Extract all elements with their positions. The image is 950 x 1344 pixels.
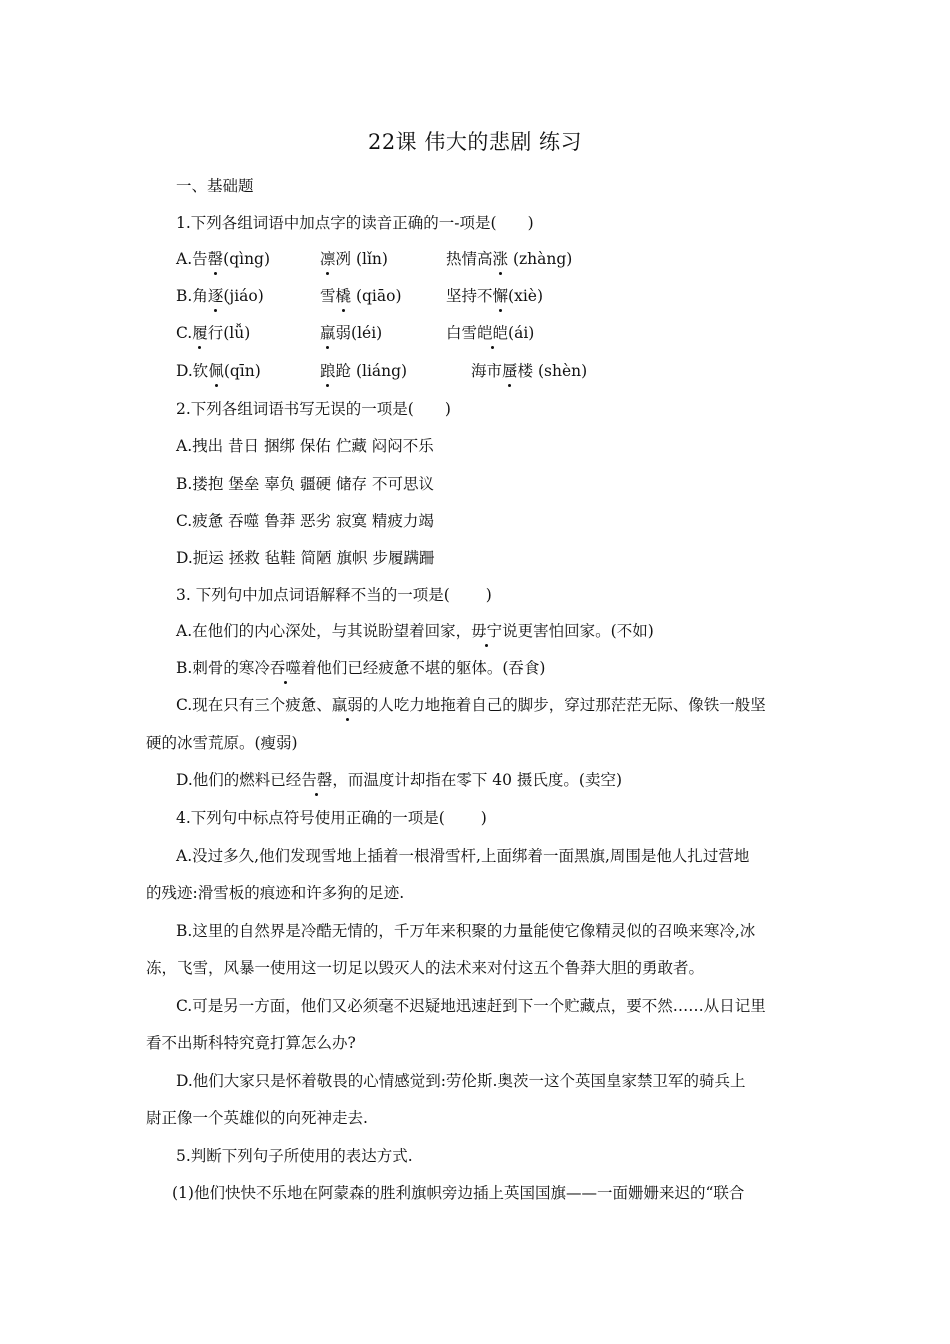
q4-option-d: D.他们大家只是怀着敬畏的心情感觉到:劳伦斯.奥茨一这个英国皇家禁卫军的骑兵上	[176, 1072, 746, 1090]
q1-stem: 1.下列各组词语中加点字的读音正确的一-项是( )	[176, 214, 534, 232]
page-title: 22课 伟大的悲剧 练习	[367, 130, 583, 154]
q4-option-d-continued: 尉正像一个英雄似的向死神走去.	[146, 1109, 368, 1127]
q4-stem: 4.下列句中标点符号使用正确的一项是( )	[176, 809, 487, 827]
q1-option-c-word1: C.履行(lǚ)	[176, 324, 251, 342]
q3-option-c-continued: 硬的冰雪荒原。(瘦弱)	[146, 734, 298, 752]
q4-option-c: C.可是另一方面，他们又必须毫不迟疑地迅速赶到下一个贮藏点，要不然……从日记里	[176, 997, 766, 1015]
q1-option-a-word1: A.告罄(qìng)	[176, 250, 271, 268]
q5-sentence-1: (1)他们快快不乐地在阿蒙森的胜利旗帜旁边插上英国国旗——一面姗姗来迟的“联合	[172, 1184, 745, 1202]
q1-option-a-word3: 热情高涨 (zhàng)	[446, 250, 573, 268]
q1-option-c-word2: 羸弱(léi)	[320, 324, 383, 342]
q3-option-c: C.现在只有三个疲惫、羸弱的人吃力地拖着自己的脚步，穿过那茫茫无际、像铁一般坚	[176, 696, 766, 714]
section-heading: 一、基础题	[176, 177, 254, 195]
q1-option-b-word1: B.角逐(jiáo)	[176, 287, 264, 305]
q1-option-d-word1: D.钦佩(qīn)	[176, 362, 261, 380]
q4-option-c-continued: 看不出斯科特究竟打算怎么办?	[146, 1034, 356, 1052]
q2-option-d: D.扼运 拯救 毡鞋 简陋 旗帜 步履蹒跚	[176, 549, 435, 567]
q2-stem: 2.下列各组词语书写无误的一项是( )	[176, 400, 451, 418]
q2-option-c: C.疲惫 吞噬 鲁莽 恶劣 寂寞 精疲力竭	[176, 512, 434, 530]
q3-option-a: A.在他们的内心深处，与其说盼望着回家，毋宁说更害怕回家。(不如)	[176, 622, 654, 640]
q3-option-d: D.他们的燃料已经告罄，而温度计却指在零下 40 摄氏度。(卖空)	[176, 771, 623, 789]
q1-option-b-word3: 坚持不懈(xiè)	[446, 287, 543, 305]
q1-option-d-word2: 踉跄 (liáng)	[320, 362, 408, 380]
q3-stem: 3. 下列句中加点词语解释不当的一项是( )	[176, 586, 492, 604]
q1-option-b-word2: 雪橇 (qiāo)	[320, 287, 402, 305]
q5-stem: 5.判断下列句子所使用的表达方式.	[176, 1147, 413, 1165]
q3-option-b: B.刺骨的寒冷吞噬着他们已经疲惫不堪的躯体。(吞食)	[176, 659, 546, 677]
q4-option-b-continued: 冻，飞雪，风暴一使用这一切足以毁灭人的法术来对付这五个鲁莽大胆的勇敢者。	[146, 959, 705, 977]
q1-option-a-word2: 凛冽 (lǐn)	[320, 250, 388, 268]
q2-option-a: A.拽出 昔日 捆绑 保佑 伫藏 闷闷不乐	[176, 437, 434, 455]
q1-option-d-word3: 海市蜃楼 (shèn)	[471, 362, 588, 380]
q2-option-b: B.搂抱 堡垒 辜负 疆硬 储存 不可思议	[176, 475, 434, 493]
q1-option-c-word3: 白雪皑皑(ái)	[446, 324, 535, 342]
q4-option-a: A.没过多久,他们发现雪地上插着一根滑雪杆,上面绑着一面黑旗,周围是他人扎过营地	[176, 847, 750, 865]
q4-option-a-continued: 的残迹:滑雪板的痕迹和许多狗的足迹.	[146, 884, 405, 902]
q4-option-b: B.这里的自然界是冷酷无情的，千万年来积聚的力量能使它像精灵似的召唤来寒冷,冰	[176, 922, 756, 940]
